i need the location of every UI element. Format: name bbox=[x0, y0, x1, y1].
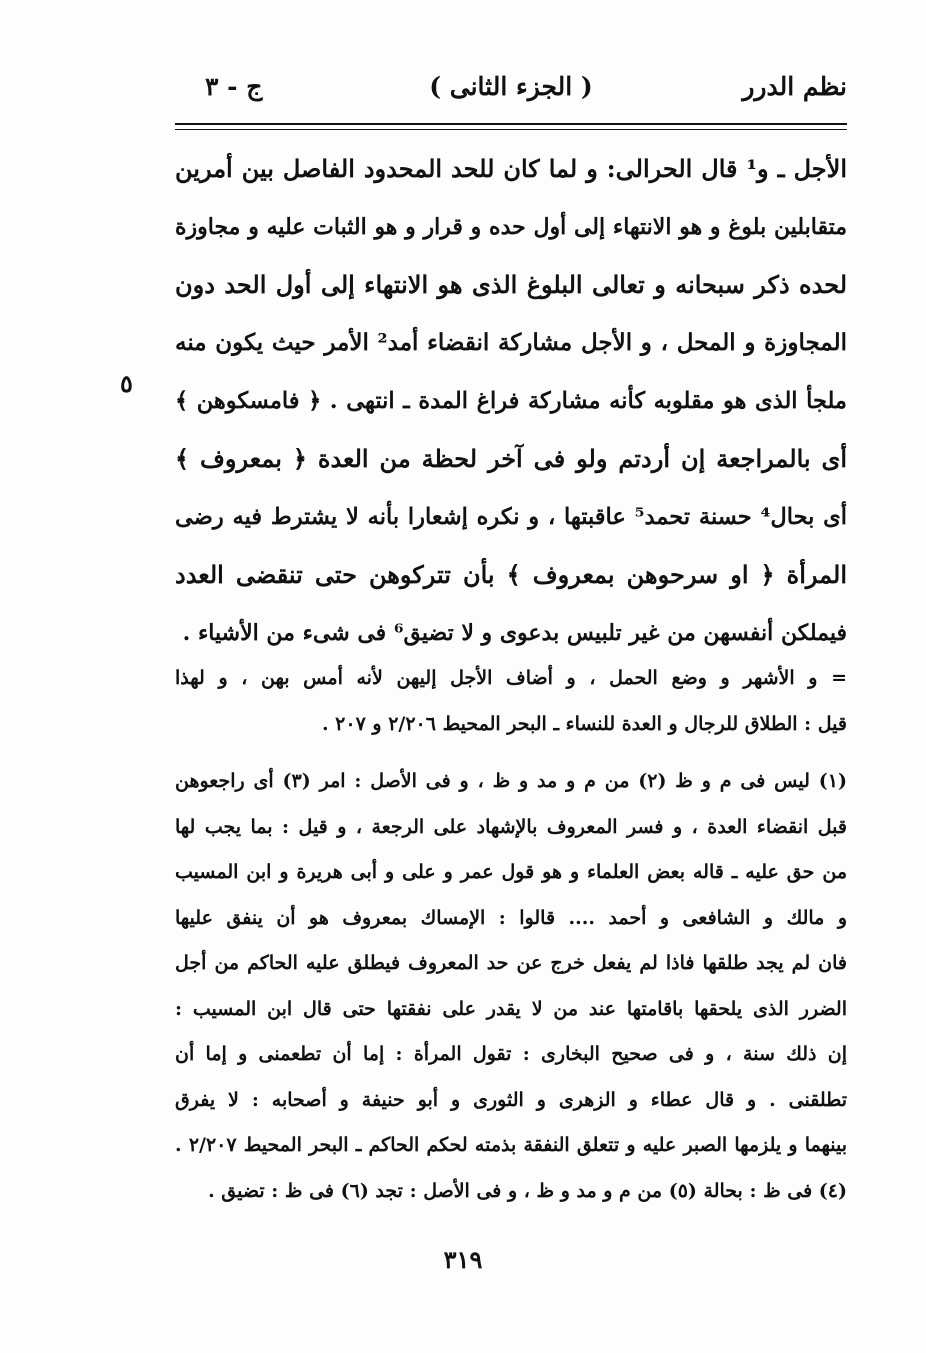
text-line: أی بالمراجعة إن أردتم ولو فی آخر لحظة من العدة ﴿ بمعروف ﴾ bbox=[175, 444, 847, 473]
footnote-line: بينهما و يلزمها الصبر عليه و تتعلق النفقة بذمته لحكم الحاكم ـ البحر المحيط ٢/٢٠٧ . bbox=[175, 1134, 847, 1156]
footnote-continuation bbox=[175, 655, 847, 747]
footnote-line: (١) ليس فی م و ظ (٢) من م و مد و ظ ، و فی الأصل : امر (٣) أی راجعوهن bbox=[175, 770, 847, 792]
footnote-line: تطلقنی . و قال عطاء و الزهری و الثوری و أبو حنيفة و أصحابه : لا يفرق bbox=[175, 1088, 847, 1111]
text-line: فيملكن أنفسهن من غير تلبيس بدعوى و لا تضيق⁶ فی شیء من الأشياء . bbox=[182, 620, 847, 646]
footnote-line: و مالك و الشافعی و أحمد .... قالوا : الإمساك بمعروف هو أن ينفق عليها bbox=[175, 906, 847, 929]
header-rule-thick bbox=[175, 123, 847, 125]
footnote-line: الضرر الذی يلحقها باقامتها عند من لا يقدر على نفقتها حتى قال ابن المسيب : bbox=[175, 997, 847, 1020]
footnote-line: فان لم يجد طلقها فاذا لم يفعل خرج عن حد المعروف فيطلق عليه الحاكم من أجل bbox=[175, 952, 847, 974]
footnote-line: إن ذلك سنة ، و فی صحيح البخاری : تقول المرأة : إما أن تطعمنی و إما أن bbox=[175, 1043, 847, 1065]
text-line: المجاوزة و المحل ، و الأجل مشاركة انقضاء أمد² الأمر حيث يكون منه bbox=[175, 329, 847, 356]
footnotes bbox=[175, 759, 847, 1214]
text-line: المرأة ﴿ او سرحوهن بمعروف ﴾ بأن تتركوهن حتى تنقضی العدد bbox=[175, 560, 847, 589]
book-title: نظم الدرر bbox=[742, 72, 847, 101]
footnote-line: (٤) فی ظ : بحالة (٥) من م و مد و ظ ، و فی الأصل : تجد (٦) فی ظ : تضيق . bbox=[208, 1179, 847, 1202]
main-text bbox=[175, 140, 847, 662]
text-line: ملجأ الذی هو مقلوبه كأنه مشاركة فراغ المدة ـ انتهی . ﴿ فامسكوهن ﴾ bbox=[175, 388, 847, 414]
part-label: ( الجزء الثانی ) bbox=[429, 72, 593, 101]
footnote-line: قبل انقضاء العدة ، و فسر المعروف بالإشهاد على الرجعة ، و قيل : بما يجب لها bbox=[175, 815, 847, 838]
footnote-line: = و الأشهر و وضع الحمل ، و أضاف الأجل إليهن لأنه أمس بهن ، و لهذا bbox=[175, 667, 847, 689]
text-line: متقابلين بلوغ و هو الانتهاء إلى أول حده و قرار و هو الثبات عليه و مجاوزة bbox=[175, 214, 847, 240]
volume-label: ج - ٣ bbox=[205, 72, 263, 101]
footnote-line: قيل : الطلاق للرجال و العدة للنساء ـ البحر المحيط ٢/٢٠٦ و ٢٠٧ . bbox=[321, 713, 847, 735]
page-number: ٣١٩ bbox=[443, 1245, 483, 1274]
line-number-marker: ٥ bbox=[120, 369, 133, 398]
text-line: لحده ذكر سبحانه و تعالى البلوغ الذی هو الانتهاء إلى أول الحد دون bbox=[175, 270, 847, 299]
running-header bbox=[175, 72, 847, 112]
header-rule-thin bbox=[175, 129, 847, 130]
text-line: الأجل ـ و¹ قال الحرالی: و لما كان للحد المحدود الفاصل بين أمرين bbox=[175, 154, 847, 183]
footnote-line: من حق عليه ـ قاله بعض العلماء و هو قول عمر و علی و أبی هريرة و ابن المسيب bbox=[175, 861, 847, 883]
text-line: أی بحال⁴ حسنة تحمد⁵ عاقبتها ، و نكره إشعارا بأنه لا يشترط فيه رضی bbox=[175, 504, 847, 530]
